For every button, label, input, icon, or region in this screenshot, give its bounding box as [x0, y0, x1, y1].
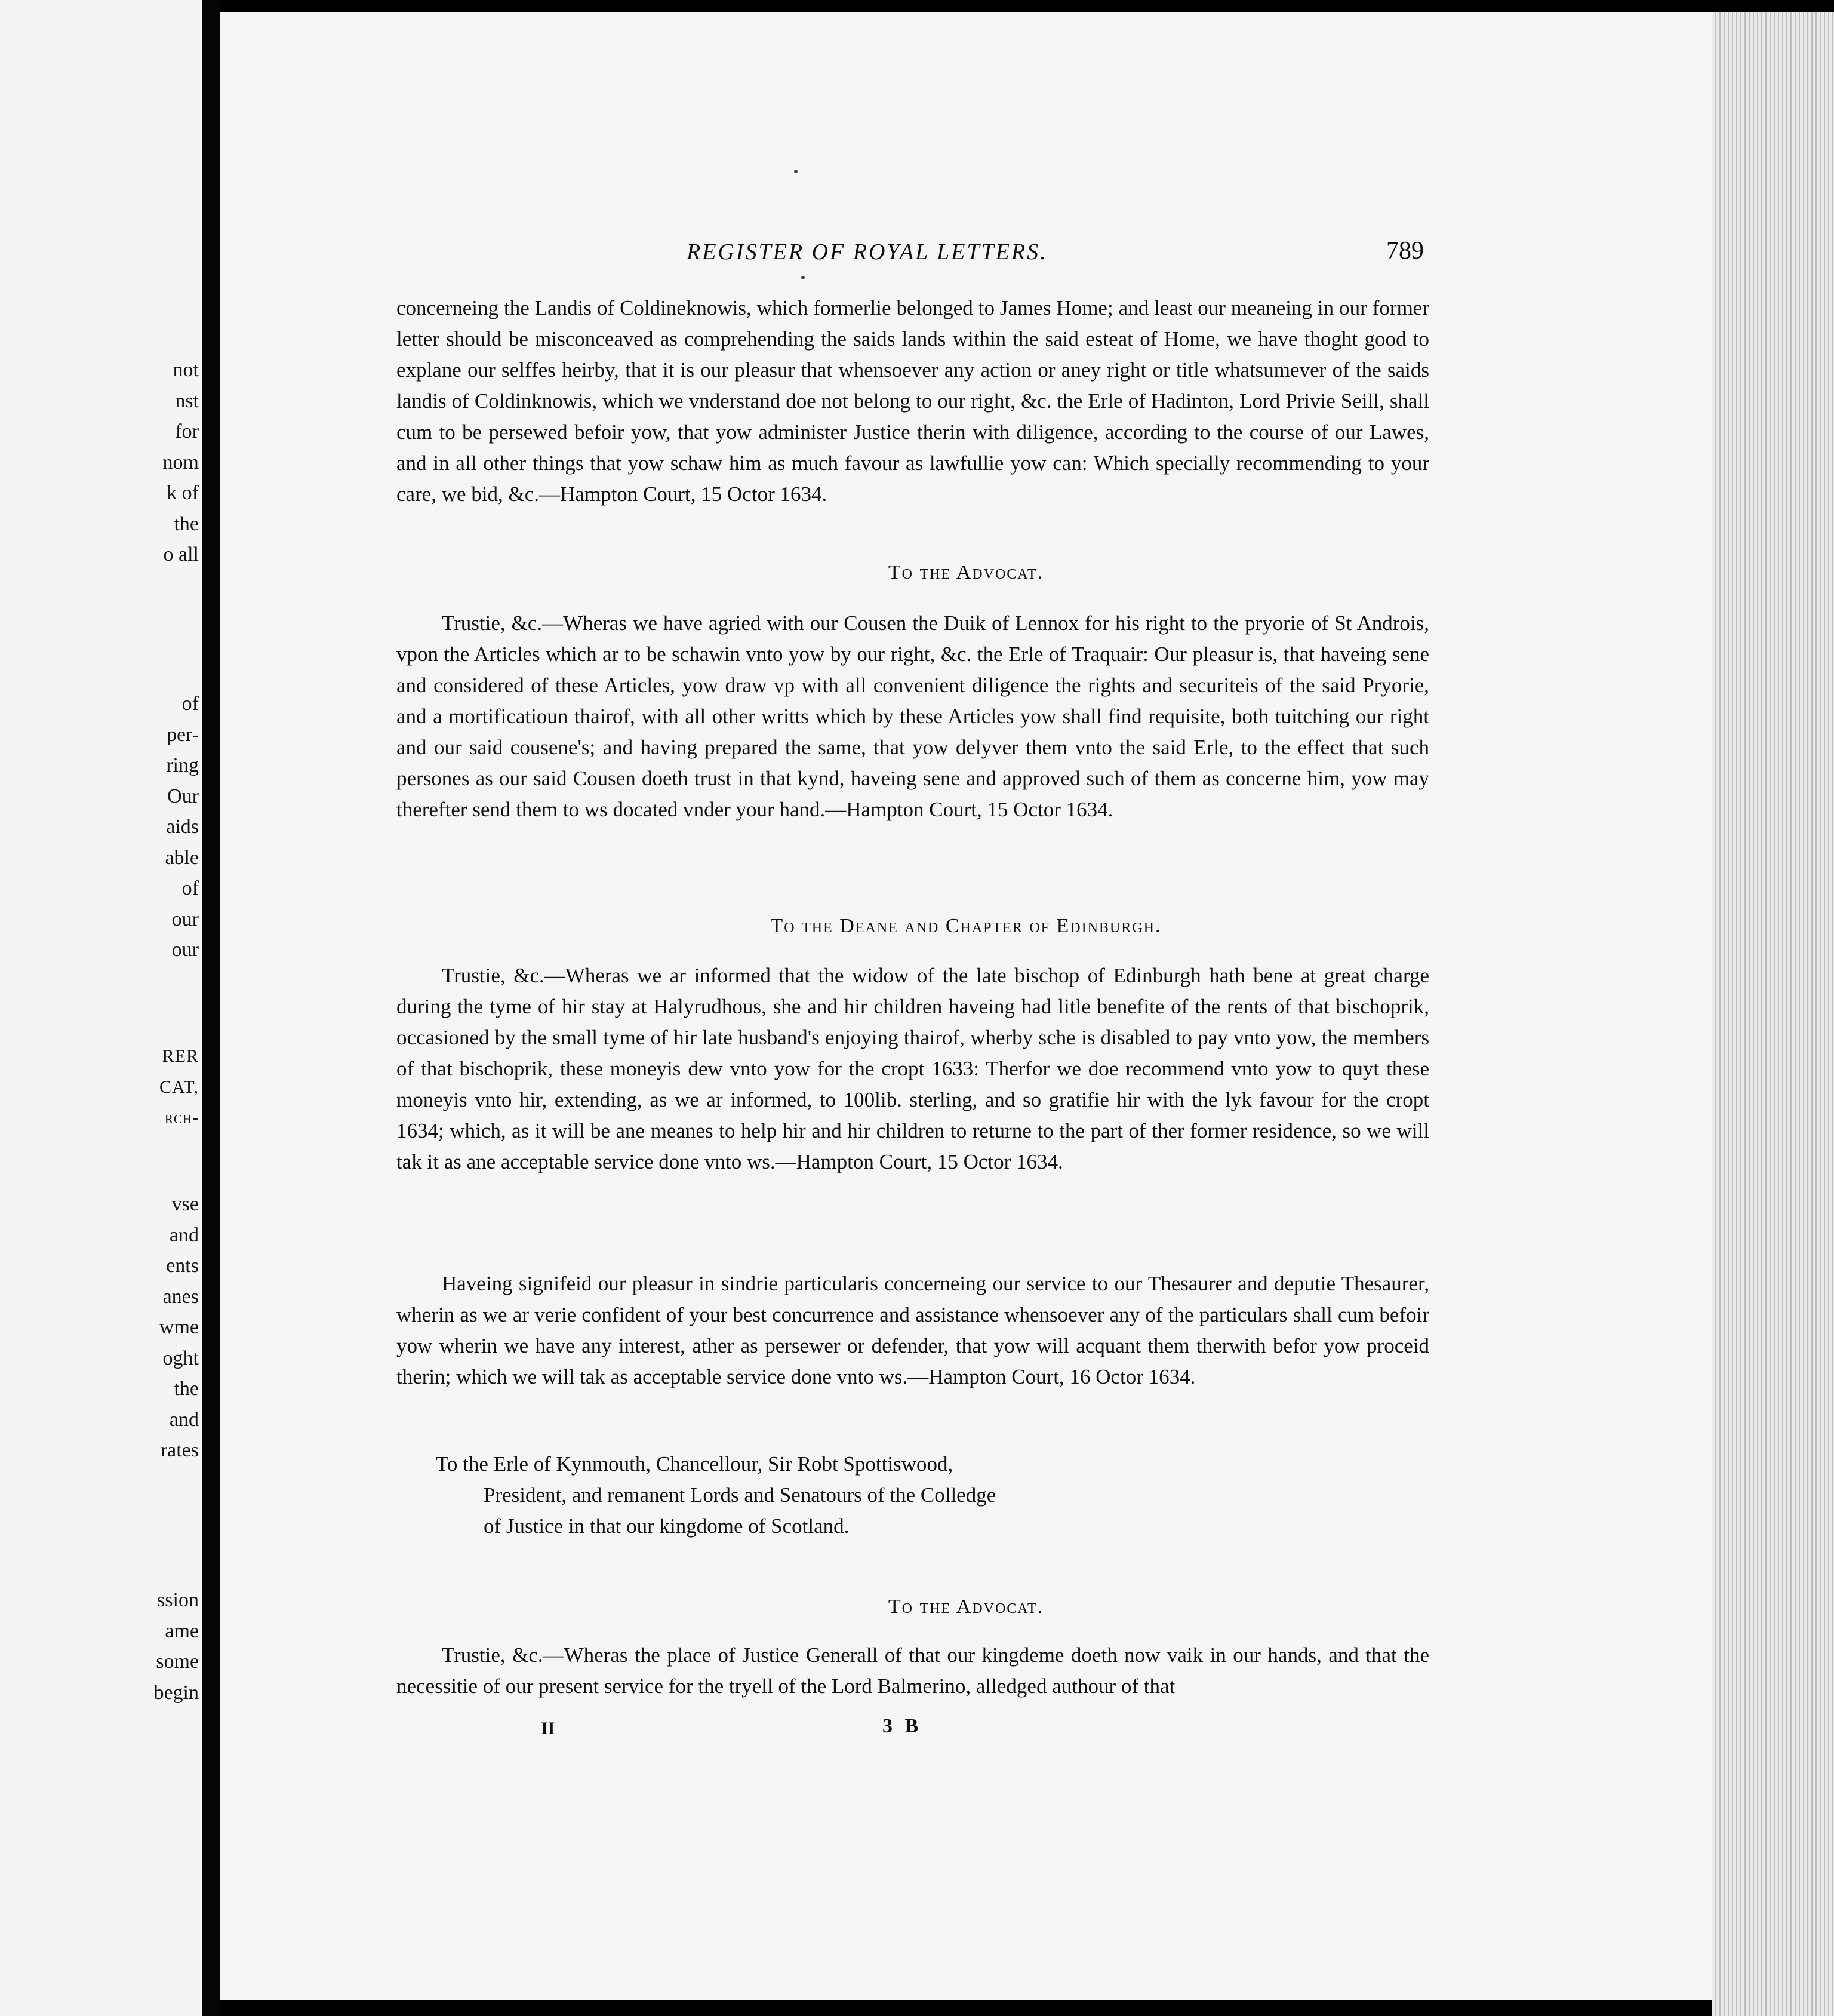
facing-page-fragment: our — [171, 908, 199, 930]
facing-page-fragment: rates — [160, 1439, 199, 1461]
facing-page-fragment: of — [181, 693, 199, 715]
facing-page-fragment: ring — [166, 754, 199, 776]
facing-page-fragment: for — [175, 420, 199, 442]
letter-body: Trustie, &c.—Wheras we have agried with our Cousen the Duik of Lennox for his right to the pryorie of St Androis, vpon the Articles which ar to be schawin vnto yow by our right, &c. the Erle of Traquair: Our pleasur is, that haveing sene and considered of these Articles, yow draw vp with all convenient diligence the rights and securiteis of the said Pryorie, and a mortificatioun thairof, with all other writts which by these Articles yow shall find requisite, both tuitching our right and our said cousene's; and having prepared the same, that yow delyver them vnto the said Erle, to the effect that such persones as our said Cousen doeth trust in that kynd, haveing sene and approved such of them as concerne him, yow may therefter send them to ws docated vnder your hand.—Hampton Court, 15 Octor 1634. — [396, 611, 1429, 821]
facing-page-fragment: the — [174, 512, 199, 535]
addressee-block — [436, 1449, 1152, 1542]
page-edges — [1712, 12, 1834, 2016]
facing-page-fragment: the — [174, 1378, 199, 1400]
facing-page-fragment: ame — [165, 1619, 199, 1642]
print-fleck — [801, 276, 805, 279]
facing-page-fragment: k of — [167, 482, 199, 504]
letter-body: Trustie, &c.—Wheras the place of Justice Generall of that our kingdeme doeth now vaik in our hands, and that the necessitie of our present service for the tryell of the Lord Balmerino, alledged authour of that — [396, 1643, 1429, 1698]
page-number: 789 — [1386, 237, 1424, 265]
book-gutter — [202, 0, 220, 2016]
facing-page-fragment: ssion — [157, 1589, 199, 1611]
sheet-signature: 3 B — [882, 1715, 922, 1737]
addressee-line: of Justice in that our kingdome of Scotland. — [484, 1514, 850, 1538]
facing-page-fragment: rch- — [164, 1108, 199, 1127]
facing-page-fragment: aids — [166, 816, 199, 838]
section-heading: To the Advocat. — [888, 561, 1044, 583]
facing-page-fragment: per- — [166, 723, 199, 746]
facing-page-fragment: vse — [171, 1193, 199, 1215]
facing-page-fragment: and — [169, 1224, 199, 1246]
facing-page-fragment: able — [165, 846, 199, 869]
facing-page-fragment: o all — [163, 543, 199, 566]
letter-body: Haveing signifeid our pleasur in sindrie particularis concerneing our service to our Thesaurer and deputie Thesaurer, wherin as we ar verie confident of your best concurrence and assistance whensoever any of the particulars shall cum befoir yow wherin we have any interest, ather as persewer or defender, that yow will acquant them therwith befor yow proceid therin; which we will tak as acceptable service done vnto ws.—Hampton Court, 16 Octor 1634. — [396, 1272, 1429, 1388]
facing-page-fragment: ents — [166, 1255, 199, 1277]
facing-page-fragment: not — [173, 359, 199, 381]
facing-page-fragment: anes — [162, 1285, 199, 1308]
section-heading: To the Advocat. — [888, 1596, 1044, 1618]
addressee-line: President, and remanent Lords and Senatours of the Colledge — [484, 1483, 996, 1507]
print-fleck — [794, 170, 798, 173]
facing-page-fragment: RER — [162, 1046, 199, 1066]
facing-page-fragment: nom — [162, 451, 199, 474]
facing-page-fragment: Our — [167, 785, 199, 807]
volume-signature: II — [541, 1719, 555, 1738]
running-title: REGISTER OF ROYAL LETTERS. — [687, 239, 1048, 265]
facing-page-fragment: oght — [162, 1347, 199, 1369]
facing-page — [0, 0, 206, 2016]
facing-page-fragment: nst — [175, 389, 199, 412]
addressee-line: To the Erle of Kynmouth, Chancellour, Sir Robt Spottiswood, — [436, 1452, 953, 1476]
facing-page-fragment: our — [171, 939, 199, 961]
facing-page-fragment: CAT, — [159, 1077, 199, 1097]
section-heading: To the Deane and Chapter of Edinburgh. — [770, 915, 1162, 937]
facing-page-fragment: wme — [159, 1316, 199, 1338]
facing-page-fragment: of — [181, 877, 199, 899]
facing-page-fragment: some — [156, 1651, 199, 1673]
facing-page-fragment: begin — [153, 1681, 199, 1704]
facing-page-fragment: and — [169, 1408, 199, 1431]
letter-body: Trustie, &c.—Wheras we ar informed that the widow of the late bischop of Edinburgh hath bene at great charge during the tyme of hir stay at Halyrudhous, she and hir children haveing had litle benefite of the rents of that bischoprik, occasioned by the small tyme of hir late husband's enjoying thairof, wherby sche is disabled to pay vnto yow, the members of that bischoprik, these moneyis dew vnto yow for the cropt 1633: Therfor we doe recommend vnto yow to quyt these moneyis vnto hir, extending, as we ar informed, to 100lib. sterling, and so gratifie hir with the lyk favour for the cropt 1634; which, as it will be ane meanes to help hir and hir children to returne to the part of ther former residence, so we will tak it as ane acceptable service done vnto ws.—Hampton Court, 15 Octor 1634. — [396, 964, 1429, 1173]
letter-continuation: concerneing the Landis of Coldineknowis, which formerlie belonged to James Home; and least our meaneing in our former letter should be misconceaved as comprehending the saids lands within the said esteat of Home, we have thoght good to explane our selffes heirby, that it is our pleasur that whensoever any action or aney right or title whatsumever of the saids landis of Coldinknowis, which we vnderstand doe not belong to our right, &c. the Erle of Hadinton, Lord Privie Seill, shall cum to be persewed befoir yow, that yow administer Justice therin with diligence, according to the course of our Lawes, and in all other things that yow schaw him as much favour as lawfullie yow can: Which specially recommending to your care, we bid, &c.—Hampton Court, 15 Octor 1634. — [396, 296, 1429, 506]
